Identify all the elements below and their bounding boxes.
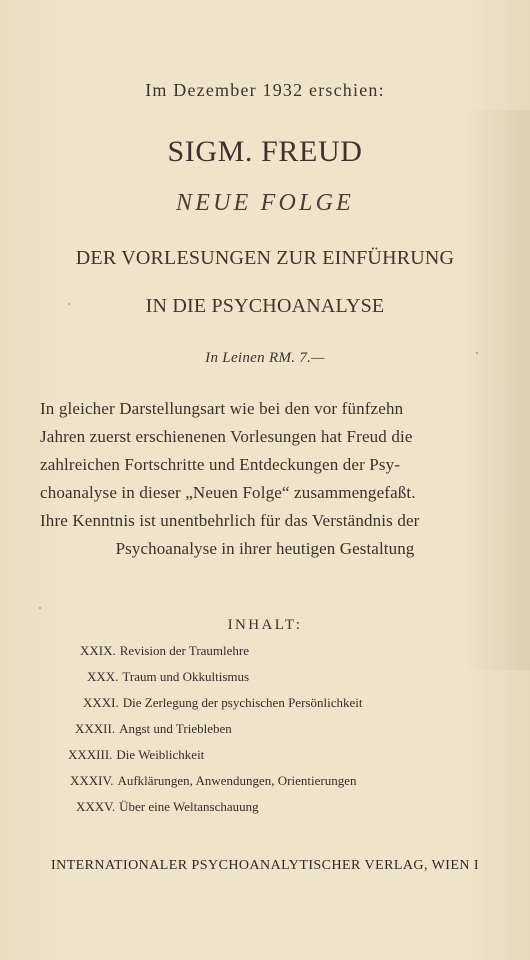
contents-number: XXXIV. <box>70 773 114 788</box>
speck-mark <box>39 607 41 609</box>
contents-item <box>83 695 362 711</box>
contents-title: Über eine Weltanschauung <box>119 799 259 814</box>
contents-heading: INHALT: <box>227 617 303 633</box>
speck-mark <box>476 352 478 354</box>
contents-item <box>70 773 356 789</box>
book-subtitle: NEUE FOLGE <box>176 190 354 216</box>
description-line: Ihre Kenntnis ist unentbehrlich für das Verständnis der <box>40 511 420 530</box>
description-line: Jahren zuerst erschienenen Vorlesungen hat Freud die <box>40 427 413 446</box>
description-block <box>40 395 490 563</box>
author-name: SIGM. FREUD <box>167 135 363 168</box>
contents-number: XXX. <box>87 669 119 684</box>
contents-number: XXXI. <box>83 695 119 710</box>
contents-title: Traum und Okkultismus <box>122 669 250 684</box>
book-title-line-2: IN DIE PSYCHOANALYSE <box>145 295 385 317</box>
contents-title: Die Weiblichkeit <box>116 747 205 762</box>
description-line: In gleicher Darstellungsart wie bei den vor fünfzehn <box>40 399 404 418</box>
publication-announcement: Im Dezember 1932 erschien: <box>145 80 385 100</box>
contents-item <box>75 721 232 737</box>
description-line: Psychoanalyse in ihrer heutigen Gestaltung <box>115 539 415 558</box>
contents-number: XXXIII. <box>68 747 113 762</box>
contents-item <box>68 747 204 763</box>
contents-number: XXXV. <box>76 799 116 814</box>
contents-item <box>76 799 259 815</box>
contents-title: Angst und Triebleben <box>119 721 232 736</box>
contents-title: Aufklärungen, Anwendungen, Orientierungen <box>117 773 357 788</box>
contents-number: XXIX. <box>80 643 116 658</box>
book-title-line-1: DER VORLESUNGEN ZUR EINFÜHRUNG <box>75 247 455 269</box>
description-line: zahlreichen Fortschritte und Entdeckungen der Psy- <box>40 455 401 474</box>
price-line: In Leinen RM. 7.— <box>205 350 325 366</box>
contents-item <box>80 643 249 659</box>
speck-mark <box>68 303 70 305</box>
publisher-line: INTERNATIONALER PSYCHOANALYTISCHER VERLAG, WIEN I <box>50 858 480 873</box>
contents-title: Die Zerlegung der psychischen Persönlichkeit <box>122 695 363 710</box>
contents-number: XXXII. <box>75 721 116 736</box>
contents-item <box>87 669 249 685</box>
description-line: choanalyse in dieser „Neuen Folge“ zusammengefaßt. <box>40 483 416 502</box>
contents-title: Revision der Traumlehre <box>119 643 250 658</box>
